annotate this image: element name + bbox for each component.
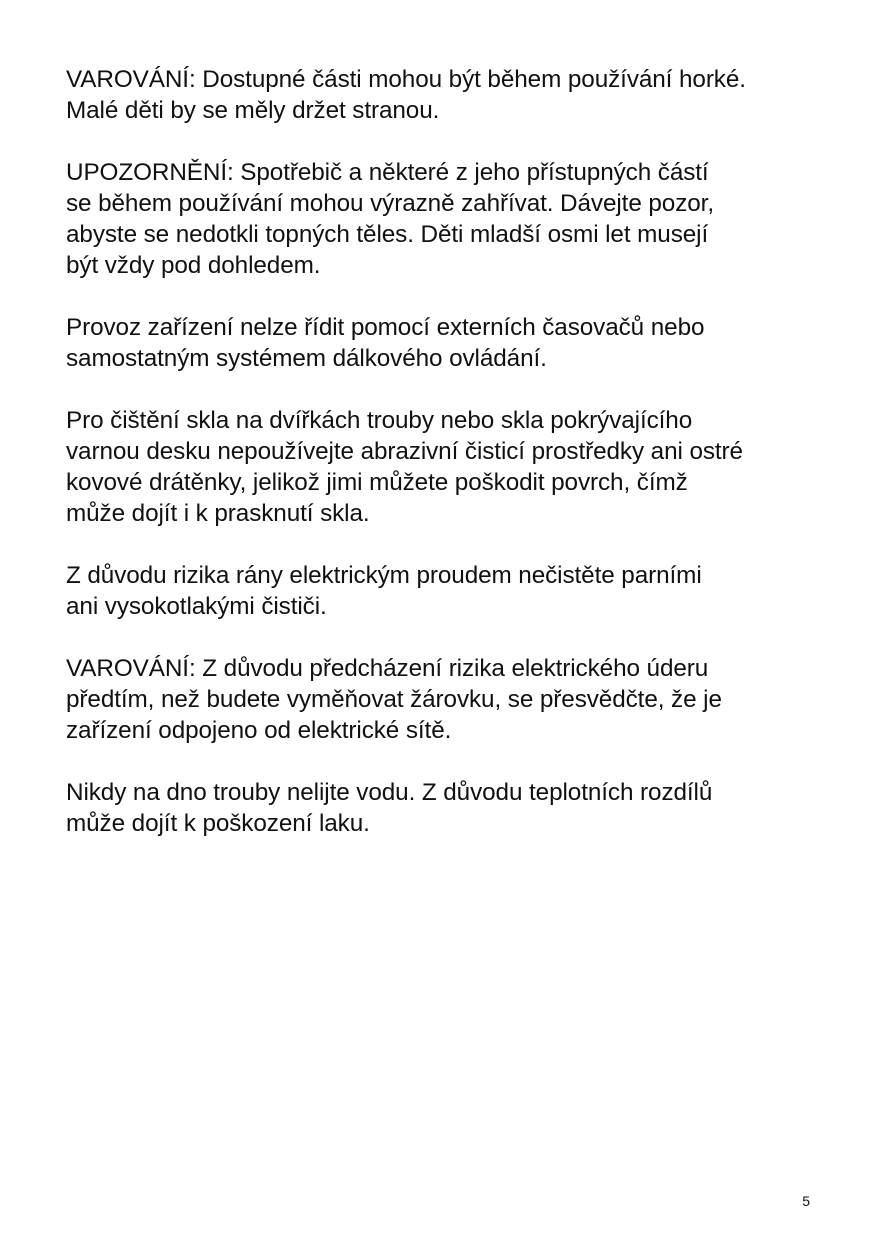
paragraph-line: Malé děti by se měly držet stranou. (66, 97, 440, 124)
warning-hot-parts-paragraph (66, 64, 826, 126)
paragraph-line: Nikdy na dno trouby nelijte vodu. Z důvodu teplotních rozdílů (66, 779, 713, 806)
paragraph-line: UPOZORNĚNÍ: Spotřebič a některé z jeho přístupných částí (66, 159, 709, 186)
paragraph-line: zařízení odpojeno od elektrické sítě. (66, 717, 452, 744)
page-number: 5 (802, 1193, 810, 1209)
paragraph-line: ani vysokotlakými čističi. (66, 593, 327, 620)
paragraph-line: abyste se nedotkli topných těles. Děti mladší osmi let musejí (66, 221, 709, 248)
paragraph-line: VAROVÁNÍ: Z důvodu předcházení rizika elektrického úderu (66, 655, 709, 682)
paragraph-line: předtím, než budete vyměňovat žárovku, se přesvědčte, že je (66, 686, 722, 713)
caution-heating-paragraph (66, 157, 826, 281)
paragraph-line: varnou desku nepoužívejte abrazivní čisticí prostředky ani ostré (66, 438, 743, 465)
paragraph-line: Provoz zařízení nelze řídit pomocí externích časovačů nebo (66, 314, 705, 341)
paragraph-line: může dojít k poškození laku. (66, 810, 370, 837)
glass-cleaning-paragraph (66, 405, 826, 529)
warning-bulb-replacement-paragraph (66, 653, 826, 746)
no-water-paragraph (66, 777, 826, 839)
paragraph-line: kovové drátěnky, jelikož jimi můžete poškodit povrch, čímž (66, 469, 688, 496)
safety-text-column (66, 64, 826, 870)
paragraph-line: může dojít i k prasknutí skla. (66, 500, 370, 527)
paragraph-line: VAROVÁNÍ: Dostupné části mohou být během používání horké. (66, 66, 746, 93)
paragraph-line: samostatným systémem dálkového ovládání. (66, 345, 547, 372)
steam-cleaner-paragraph (66, 560, 826, 622)
paragraph-line: Z důvodu rizika rány elektrickým proudem nečistěte parními (66, 562, 702, 589)
paragraph-line: Pro čištění skla na dvířkách trouby nebo skla pokrývajícího (66, 407, 693, 434)
paragraph-line: být vždy pod dohledem. (66, 252, 321, 279)
external-timer-paragraph (66, 312, 826, 374)
paragraph-line: se během používání mohou výrazně zahřívat. Dávejte pozor, (66, 190, 714, 217)
